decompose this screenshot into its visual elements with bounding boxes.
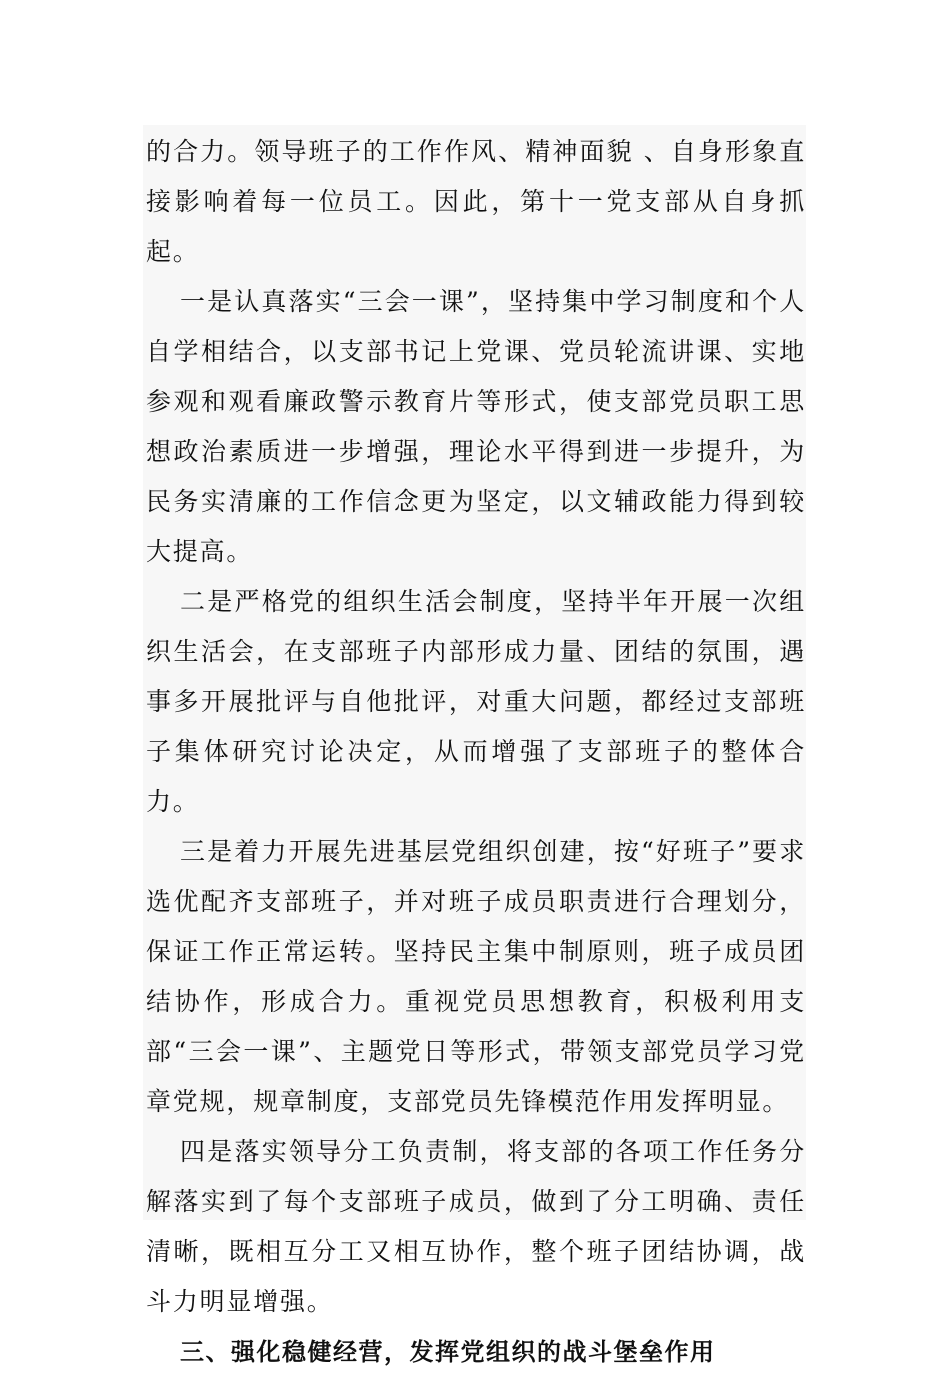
section-heading: 三、强化稳健经营，发挥党组织的战斗堡垒作用 xyxy=(180,1338,716,1366)
paragraph-point-four: 四是落实领导分工负责制，将支部的各项工作任务分解落实到了每个支部班子成员，做到了分工明确、责任清晰，既相互分工又相互协作，整个班子团结协调，战斗力明显增强。 xyxy=(146,1137,806,1316)
paragraph-point-three: 三是着力开展先进基层党组织创建，按“好班子”要求选优配齐支部班子，并对班子成员职责进行合理划分，保证工作正常运转。坚持民主集中制原则，班子成员团结协作，形成合力。重视党员思想教育，积极利用支部“三会一课”、主题党日等形式，带领支部党员学习党章党规，规章制度，支部党员先锋模范作用发挥明显。 xyxy=(146,837,806,1116)
paragraph-point-one: 一是认真落实“三会一课”，坚持集中学习制度和个人自学相结合，以支部书记上党课、党员轮流讲课、实地参观和观看廉政警示教育片等形式，使支部党员职工思想政治素质进一步增强，理论水平得到进一步提升，为民务实清廉的工作信念更为坚定，以文辅政能力得到较大提高。 xyxy=(146,287,806,566)
paragraph-point-two: 二是严格党的组织生活会制度，坚持半年开展一次组织生活会，在支部班子内部形成力量、团结的氛围，遇事多开展批评与自他批评，对重大问题，都经过支部班子集体研究讨论决定，从而增强了支部班子的整体合力。 xyxy=(146,587,806,816)
document-body xyxy=(146,127,806,1377)
paragraph-continuation: 的合力。领导班子的工作作风、精神面貌 、自身形象直接影响着每一位员工。因此，第十一党支部从自身抓起。 xyxy=(146,137,806,266)
